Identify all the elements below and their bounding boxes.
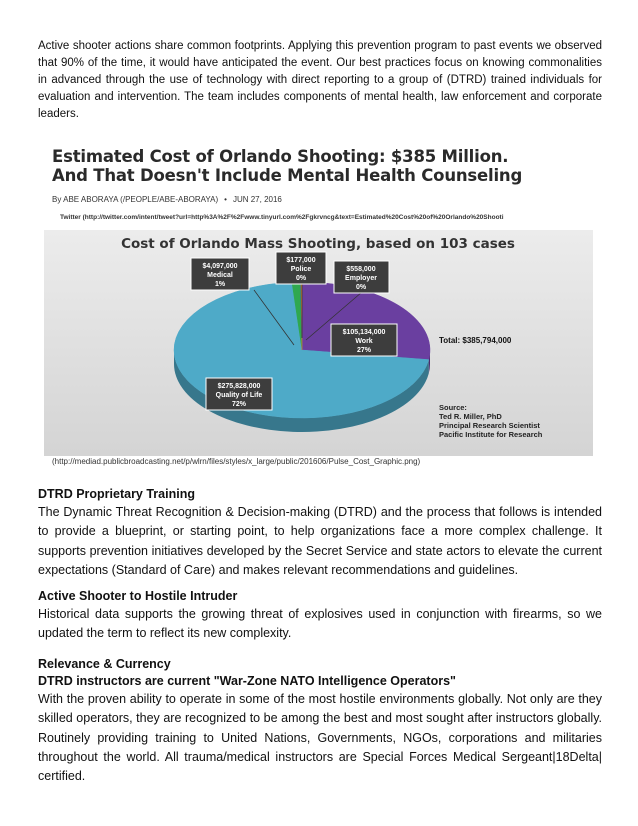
label-employer-value: $558,000 xyxy=(346,266,376,273)
publish-date: JUN 27, 2016 xyxy=(232,195,282,204)
training-paragraph: The Dynamic Threat Recognition & Decision-making (DTRD) and the process that follows is intended to provide a blueprint, or starting point, to help organizations face a more complex challenge. It supports prevention initiatives developed by the Secret Service and state actors to elevate the current expectations (Standard of Care) and makes relevant recommendations and guidelines. xyxy=(38,505,602,577)
callout-work xyxy=(331,324,397,356)
instructors-heading: DTRD instructors are current "War-Zone NATO Intelligence Operators" xyxy=(38,674,456,688)
label-police-value: $177,000 xyxy=(286,257,316,264)
article-figure xyxy=(38,143,594,469)
source-line-1: Source: xyxy=(439,403,467,412)
callout-employer xyxy=(334,261,389,293)
label-employer-percent: 0% xyxy=(355,284,367,291)
label-medical-percent: 1% xyxy=(214,281,226,288)
twitter-share-link[interactable]: Twitter (http://twitter.com/intent/tweet?url=http%3A%2F%2Fwww.tinyurl.com%2Fgkrvncg&text=Estimated%20Cost%20of%20Orlando%20Shooti xyxy=(60,214,504,221)
label-work-percent: 27% xyxy=(356,347,372,354)
callout-quality-of-life xyxy=(206,378,272,410)
image-source-link[interactable]: (http://mediad.publicbroadcasting.net/p/wlrn/files/styles/x_large/public/201606/Pulse_Cost_Graphic.png) xyxy=(52,457,421,466)
callout-medical xyxy=(191,258,249,290)
instructors-paragraph: With the proven ability to operate in some of the most hostile environments globally. Not only are they skilled operators, they are recognized to be among the best and most sought after instructors globally. Routinely providing training to United Nations, Governments, NGOs, corporations and militaries throughout the world. All trauma/medical instructors are Special Forces Medical Sergeant|18Delta| certified. xyxy=(38,692,602,784)
intruder-heading: Active Shooter to Hostile Intruder xyxy=(38,589,238,603)
label-qol-percent: 72% xyxy=(231,401,247,408)
headline-line-2: And That Doesn't Include Mental Health Counseling xyxy=(52,166,523,185)
total-label: Total: $385,794,000 xyxy=(439,336,512,345)
label-qol-name: Quality of Life xyxy=(215,392,263,399)
byline-bullet: • xyxy=(224,195,227,204)
pie-chart-panel xyxy=(44,230,593,456)
author-link[interactable]: By ABE ABORAYA (/PEOPLE/ABE-ABORAYA) xyxy=(52,195,219,204)
label-medical-value: $4,097,000 xyxy=(202,263,238,270)
label-work-value: $105,134,000 xyxy=(342,329,386,336)
label-employer-name: Employer xyxy=(345,275,377,282)
intro-paragraph: Active shooter actions share common footprints. Applying this prevention program to past events we observed that 90% of the time, it would have anticipated the event. Our best practices focus on knowing commonalities in advanced through the use of technology with direct reporting to a group of (DTRD) trained individuals for evaluation and intervention. The team includes components of mental health, law enforcement and corporate leaders. xyxy=(38,40,602,120)
chart-source xyxy=(439,403,543,439)
intruder-paragraph: Historical data supports the growing threat of explosives used in conjunction with firearms, so we updated the term to reflect its new complexity. xyxy=(38,607,602,641)
figure-headline xyxy=(52,147,597,185)
pie-chart xyxy=(44,230,593,456)
source-line-4: Pacific Institute for Research xyxy=(439,430,543,439)
label-qol-value: $275,828,000 xyxy=(217,383,261,390)
source-line-3: Principal Research Scientist xyxy=(439,421,540,430)
callout-police xyxy=(276,252,326,284)
byline xyxy=(52,195,282,204)
label-work-name: Work xyxy=(355,338,373,345)
chart-title: Cost of Orlando Mass Shooting, based on 103 cases xyxy=(121,236,515,252)
label-police-percent: 0% xyxy=(295,275,307,282)
label-police-name: Police xyxy=(290,266,312,273)
headline-line-1: Estimated Cost of Orlando Shooting: $385 Million. xyxy=(52,147,509,166)
training-heading: DTRD Proprietary Training xyxy=(38,487,195,501)
label-medical-name: Medical xyxy=(207,272,233,279)
relevance-heading: Relevance & Currency xyxy=(38,657,171,671)
source-line-2: Ted R. Miller, PhD xyxy=(439,412,502,421)
